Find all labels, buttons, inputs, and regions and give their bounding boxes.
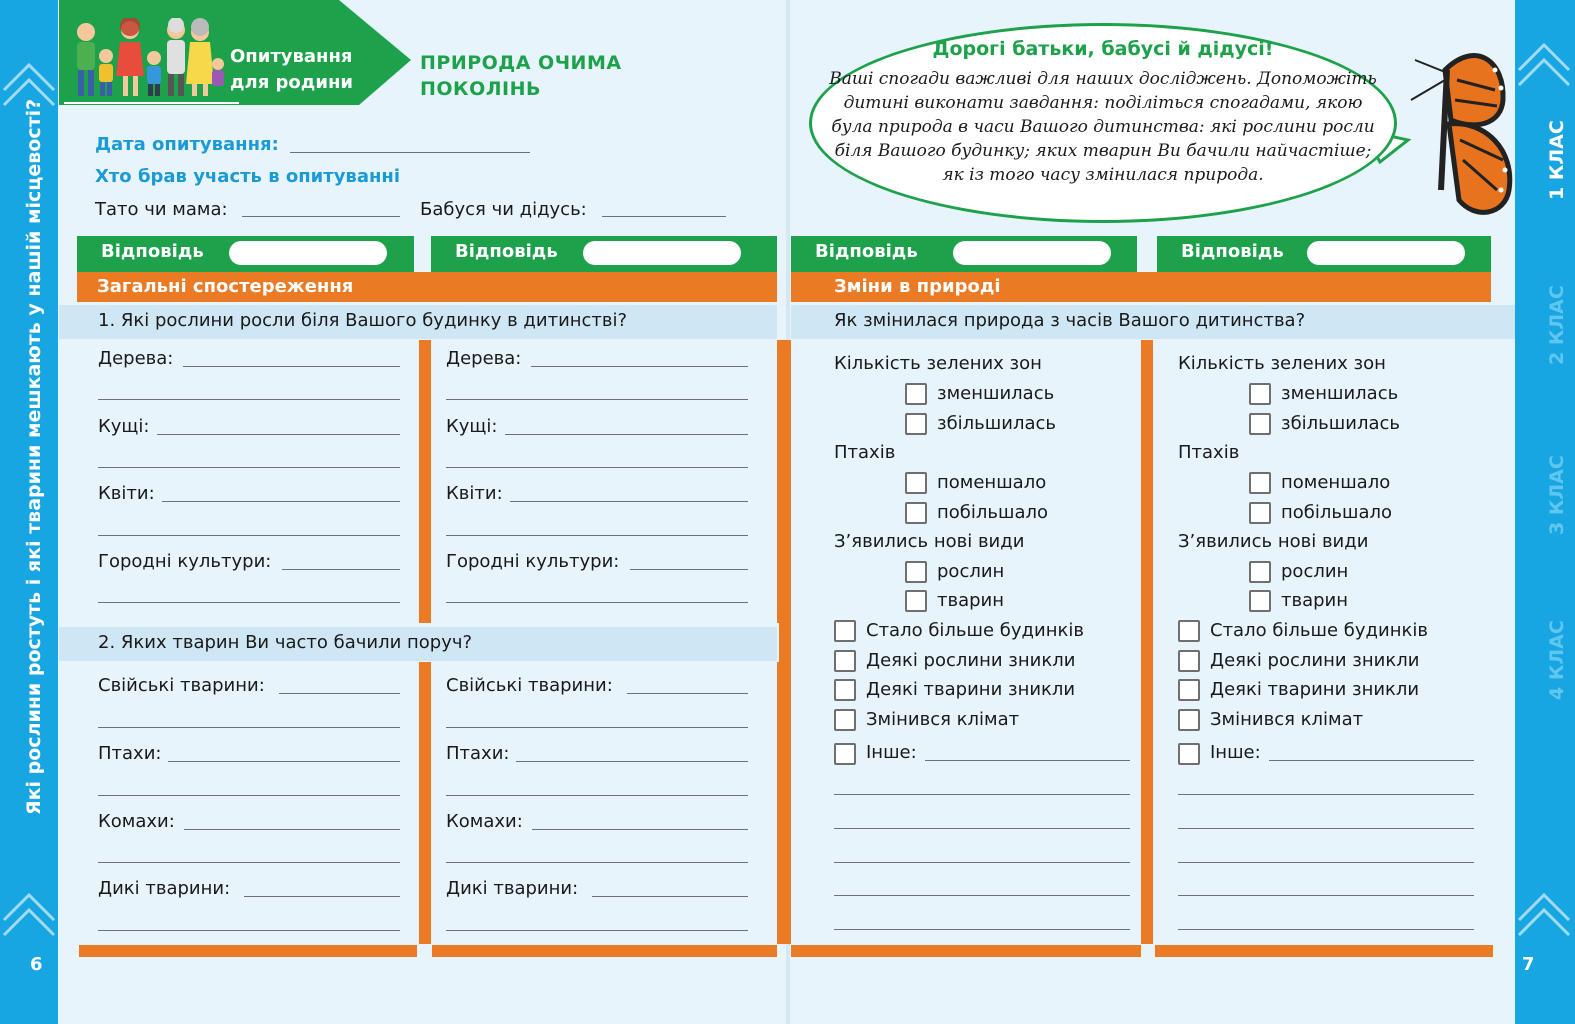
animal-field[interactable] [98,862,400,863]
plant-label: Дерева: [98,348,174,369]
other-field[interactable] [925,760,1130,761]
other-field[interactable] [1178,929,1474,930]
bubble-title: Дорогі батьки, бабусі й дідусі! [932,38,1274,60]
birds-label: Птахів [834,442,896,463]
animal-field[interactable] [98,930,400,931]
checkbox[interactable] [1178,620,1200,642]
checkbox-label: тварин [937,590,1005,611]
grade-tab-4[interactable]: 4 КЛАС [1546,620,1568,700]
checkbox-label: побільшало [1281,502,1393,523]
new-species-label: З’явились нові види [834,531,1025,552]
answer-name-field[interactable] [583,241,741,265]
header-underline [64,102,239,104]
animal-field[interactable] [532,829,748,830]
checkbox-label: Стало більше будинків [1210,620,1428,641]
animal-field[interactable] [98,727,400,728]
grade-tab-2[interactable]: 2 КЛАС [1546,285,1568,365]
other-label: Інше: [1210,742,1261,763]
animal-field[interactable] [184,829,400,830]
plant-field[interactable] [98,602,400,603]
checkbox-label: зменшилась [937,383,1055,404]
answer-label: Відповідь [101,241,204,262]
plant-field[interactable] [446,602,748,603]
page-title [420,50,622,102]
plant-label: Городні культури: [98,551,272,572]
plant-label: Квіти: [446,483,503,504]
checkbox-label: побільшало [937,502,1049,523]
column-separator [779,340,791,944]
butterfly-icon [1405,40,1517,222]
green-zones-label: Кількість зелених зон [834,353,1042,374]
date-field[interactable] [290,152,530,153]
question-1-bar [59,305,777,339]
chevron-up-icon [0,880,58,940]
other-field[interactable] [1178,828,1474,829]
checkbox[interactable] [1249,383,1271,405]
answer-label: Відповідь [815,241,918,262]
animal-field[interactable] [168,761,400,762]
plant-field[interactable] [183,366,400,367]
checkbox-label: тварин [1281,590,1349,611]
checkbox-label: збільшилась [1281,413,1400,434]
checkbox-label: Деякі тварини зникли [1210,679,1420,700]
answer-header-4 [1157,236,1491,272]
checkbox[interactable] [834,620,856,642]
checkbox[interactable] [834,679,856,701]
section-label-line1: Опитування [230,46,353,67]
section-label-line2: для родини [230,72,353,93]
plant-field[interactable] [446,467,748,468]
checkbox-label: рослин [1281,561,1349,582]
family-illustration [66,18,226,100]
animal-label: Свійські тварини: [446,675,613,696]
animal-field[interactable] [516,761,748,762]
checkbox[interactable] [1249,561,1271,583]
page-title-line1: ПРИРОДА ОЧИМА [420,52,622,74]
plant-label: Кущі: [446,416,498,437]
animal-field[interactable] [446,930,748,931]
question-3-bar [791,305,1515,339]
other-label: Інше: [866,742,917,763]
other-field[interactable] [834,828,1130,829]
plant-field[interactable] [630,569,748,570]
page-number-right: 7 [1522,954,1535,975]
vertical-page-title: Які рослини ростуть і які тварини мешкають у нашій місцевості? [23,98,45,815]
column-separator [419,340,431,623]
plant-field[interactable] [282,569,400,570]
answer-header-2 [431,236,777,272]
grade-tab-3[interactable]: 3 КЛАС [1546,455,1568,535]
page-number-left: 6 [30,954,43,975]
section-title: Загальні спостереження [97,276,354,297]
animal-label: Комахи: [446,811,523,832]
animal-label: Птахи: [98,743,162,764]
plant-field[interactable] [510,501,748,502]
animal-field[interactable] [98,795,400,796]
plant-field[interactable] [446,399,748,400]
plant-field[interactable] [446,535,748,536]
plant-field[interactable] [505,434,748,435]
other-field[interactable] [834,895,1130,896]
checkbox-label: Деякі рослини зникли [866,650,1076,671]
plant-field[interactable] [98,399,400,400]
green-zones-label: Кількість зелених зон [1178,353,1386,374]
animal-label: Дикі тварини: [446,878,579,899]
animal-label: Комахи: [98,811,175,832]
table-bottom-border [791,945,1141,957]
animal-field[interactable] [446,795,748,796]
column-separator [419,662,431,944]
checkbox-label: Деякі тварини зникли [866,679,1076,700]
checkbox-label: Змінився клімат [1210,709,1364,730]
chevron-up-icon [1515,30,1573,90]
other-field[interactable] [1178,862,1474,863]
new-species-label: З’явились нові види [1178,531,1369,552]
question-2: 2. Яких тварин Ви часто бачили поруч? [98,632,473,653]
plant-label: Кущі: [98,416,150,437]
animal-field[interactable] [279,693,400,694]
checkbox-label: Змінився клімат [866,709,1020,730]
section-title: Зміни в природі [834,276,1001,297]
table-bottom-border [1155,945,1493,957]
chevron-up-icon [1515,880,1573,940]
other-field[interactable] [834,794,1130,795]
plant-label: Городні культури: [446,551,620,572]
table-bottom-border [432,945,777,957]
other-field[interactable] [834,862,1130,863]
checkbox[interactable] [834,709,856,731]
checkbox[interactable] [1249,590,1271,612]
answer-label: Відповідь [455,241,558,262]
checkbox[interactable] [1178,650,1200,672]
plant-label: Дерева: [446,348,522,369]
checkbox[interactable] [1178,709,1200,731]
checkbox[interactable] [1249,502,1271,524]
plant-field[interactable] [98,467,400,468]
parent-field[interactable] [242,216,400,217]
animal-field[interactable] [627,693,748,694]
page-title-line2: ПОКОЛІНЬ [420,78,541,100]
checkbox-label: збільшилась [937,413,1056,434]
answer-header-1 [77,236,414,272]
checkbox-label: поменшало [1281,472,1391,493]
bubble-text: Ваші спогади важливі для наших досліджень. Допоможіть дитині виконати завдання: поділіться спогадами, якою була природа в часи Вашого дитинства: які рослини росли біля Вашого будинку; яких тварин Ви бачили найчастіше; як із того часу змінилася природа. [829,69,1377,185]
checkbox[interactable] [905,590,927,612]
left-side-strip [0,0,58,1024]
checkbox-label: рослин [937,561,1005,582]
checkbox[interactable] [1249,472,1271,494]
animal-field[interactable] [244,896,400,897]
checkbox[interactable] [1178,743,1200,765]
grandparent-field[interactable] [602,216,726,217]
animal-field[interactable] [446,862,748,863]
checkbox[interactable] [905,561,927,583]
answer-name-field[interactable] [953,241,1111,265]
column-separator [1141,340,1153,944]
animal-label: Свійські тварини: [98,675,265,696]
animal-field[interactable] [446,727,748,728]
checkbox-label: Стало більше будинків [866,620,1084,641]
plant-field[interactable] [157,434,400,435]
plant-field[interactable] [98,535,400,536]
checkbox[interactable] [905,502,927,524]
checkbox[interactable] [834,650,856,672]
grade-tab-1[interactable]: 1 КЛАС [1546,120,1568,200]
other-field[interactable] [1178,794,1474,795]
answer-name-field[interactable] [1307,241,1465,265]
other-field[interactable] [1178,895,1474,896]
plant-label: Квіти: [98,483,155,504]
question-1: 1. Які рослини росли біля Вашого будинку в дитинстві? [98,310,628,331]
checkbox[interactable] [1249,413,1271,435]
checkbox-label: Деякі рослини зникли [1210,650,1420,671]
plant-field[interactable] [531,366,748,367]
participants-label: Хто брав участь в опитуванні [95,166,401,187]
checkbox[interactable] [905,472,927,494]
checkbox-label: зменшилась [1281,383,1399,404]
answer-header-3 [791,236,1137,272]
grandparent-label: Бабуся чи дідусь: [420,199,587,220]
animal-label: Птахи: [446,743,510,764]
section-header-changes [791,272,1491,302]
parent-label: Тато чи мама: [95,199,228,220]
birds-label: Птахів [1178,442,1240,463]
other-field[interactable] [834,929,1130,930]
question-3: Як змінилася природа з часів Вашого дитинства? [834,310,1306,331]
checkbox-label: поменшало [937,472,1047,493]
answer-label: Відповідь [1181,241,1284,262]
animal-label: Дикі тварини: [98,878,231,899]
question-2-bar [59,627,777,661]
table-bottom-border [79,945,417,957]
date-label: Дата опитування: [95,134,279,155]
checkbox[interactable] [905,413,927,435]
section-header-general [77,272,777,302]
answer-name-field[interactable] [229,241,387,265]
animal-field[interactable] [592,896,748,897]
checkbox[interactable] [834,743,856,765]
section-label [230,44,353,96]
other-field[interactable] [1269,760,1474,761]
plant-field[interactable] [162,501,400,502]
checkbox[interactable] [1178,679,1200,701]
checkbox[interactable] [905,383,927,405]
